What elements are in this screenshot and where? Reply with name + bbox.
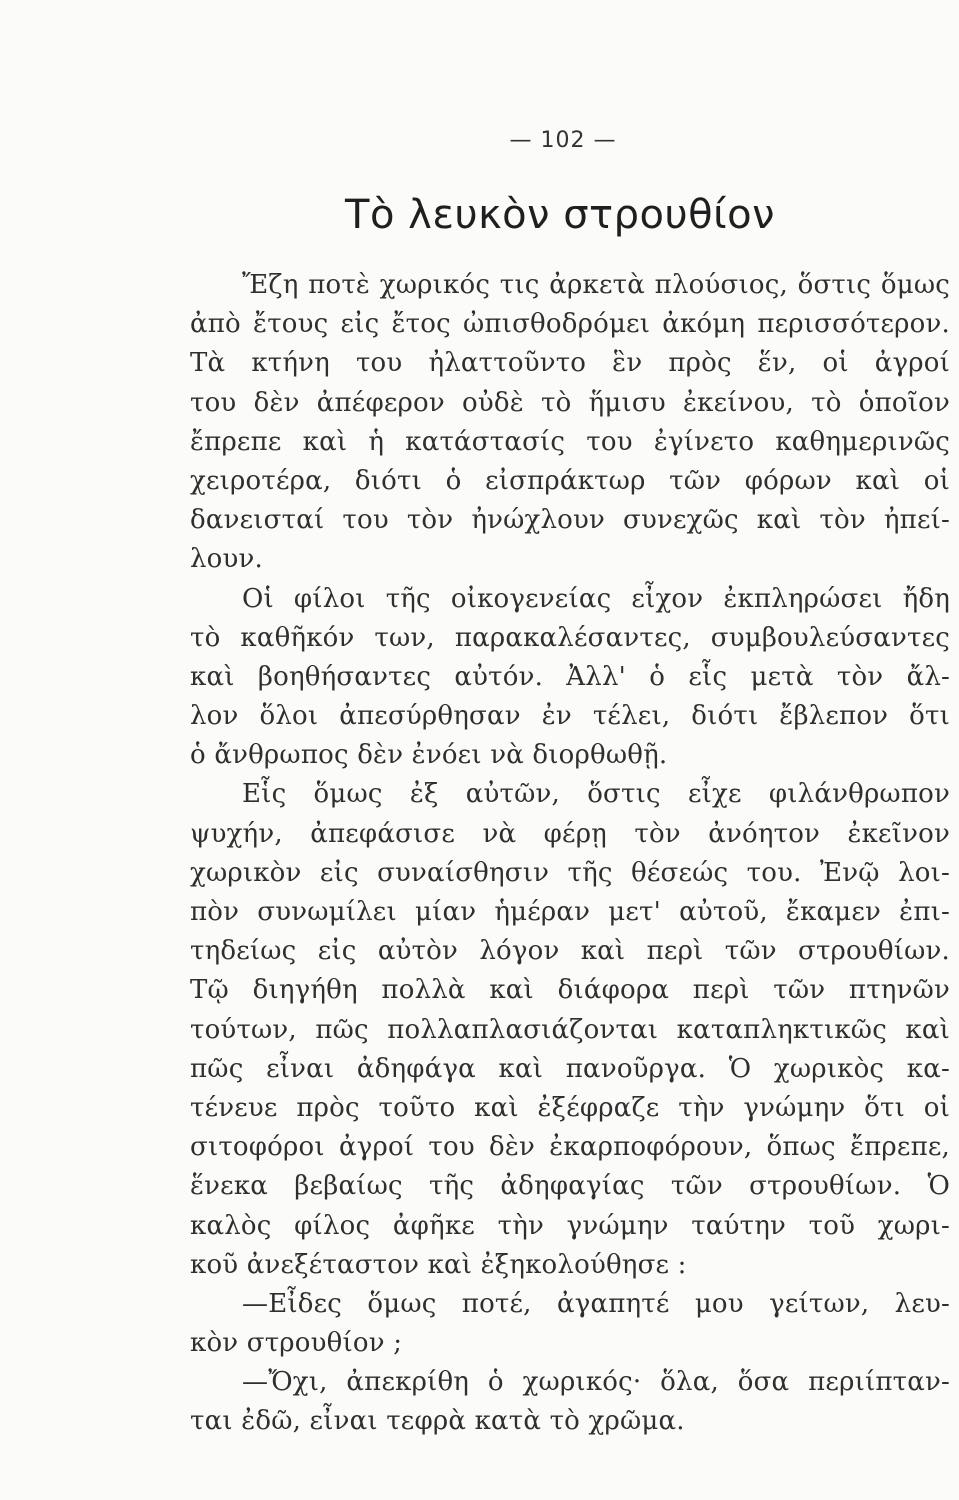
- text-line: κὸν στρουθίον ;: [190, 1328, 403, 1359]
- text-line: καλὸς φίλος ἀφῆκε τὴν γνώμην ταύτην τοῦ χωρι-: [190, 1210, 950, 1241]
- text-line: σιτοφόροι ἀγροί του δὲν ἐκαρποφόρουν, ὅπως ἔπρεπε,: [190, 1132, 950, 1163]
- text-line: ἀπὸ ἔτους εἰς ἔτος ὠπισθοδρόμει ἀκόμη περισσότερον.: [190, 309, 950, 340]
- text-line: ται ἐδῶ, εἶναι τεφρὰ κατὰ τὸ χρῶμα.: [190, 1406, 685, 1437]
- text-line: τὸ καθῆκόν των, παρακαλέσαντες, συμβουλεύσαντες: [190, 622, 950, 653]
- text-line: καὶ βοηθήσαντες αὐτόν. Ἀλλ' ὁ εἷς μετὰ τὸν ἄλ-: [190, 661, 950, 692]
- text-line: —Ὄχι, ἀπεκρίθη ὁ χωρικός· ὅλα, ὅσα περιίπταν-: [242, 1367, 950, 1398]
- text-line: πὸν συνωμίλει μίαν ἡμέραν μετ' αὐτοῦ, ἔκαμεν ἐπι-: [190, 897, 950, 927]
- body-text: [190, 266, 950, 1442]
- text-line: πῶς εἶναι ἀδηφάγα καὶ πανοῦργα. Ὁ χωρικὸς κα-: [190, 1053, 950, 1084]
- text-line: του δὲν ἀπέφερον οὐδὲ τὸ ἥμισυ ἐκείνου, τὸ ὁποῖον: [190, 387, 950, 418]
- text-line: δανεισταί του τὸν ἠνώχλουν συνεχῶς καὶ τὸν ἠπεί-: [190, 505, 950, 536]
- text-line: Οἱ φίλοι τῆς οἰκογενείας εἶχον ἐκπληρώσει ἤδη: [242, 583, 950, 614]
- text-line: Τῷ διηγήθη πολλὰ καὶ διάφορα περὶ τῶν πτηνῶν: [190, 975, 950, 1006]
- text-line: —Εἶδες ὅμως ποτέ, ἀγαπητέ μου γείτων, λευ-: [242, 1288, 950, 1319]
- text-line: ψυχήν, ἀπεφάσισε νὰ φέρῃ τὸν ἀνόητον ἐκεῖνον: [190, 818, 950, 849]
- text-line: τούτων, πῶς πολλαπλασιάζονται καταπληκτικῶς καὶ: [190, 1014, 950, 1045]
- text-line: ὁ ἄνθρωπος δὲν ἐνόει νὰ διορθωθῇ.: [190, 740, 668, 771]
- text-line: λουν.: [190, 544, 264, 575]
- text-line: τηδείως εἰς αὐτὸν λόγον καὶ περὶ τῶν στρουθίων.: [190, 936, 950, 967]
- text-line: λον ὅλοι ἀπεσύρθησαν ἐν τέλει, διότι ἔβλεπον ὅτι: [190, 701, 950, 732]
- text-line: χωρικὸν εἰς συναίσθησιν τῆς θέσεώς του. Ἐνῷ λοι-: [190, 857, 950, 888]
- text-line: ἔπρεπε καὶ ἡ κατάστασίς του ἐγίνετο καθημερινῶς: [190, 426, 950, 457]
- text-line: κοῦ ἀνεξέταστον καὶ ἐξηκολούθησε :: [190, 1249, 687, 1280]
- text-line: Εἷς ὅμως ἐξ αὐτῶν, ὅστις εἶχε φιλάνθρωπον: [242, 779, 950, 810]
- page-number: — 102 —: [509, 128, 617, 153]
- text-line: τένευε πρὸς τοῦτο καὶ ἐξέφραζε τὴν γνώμην ὅτι οἱ: [190, 1092, 950, 1123]
- text-line: ἕνεκα βεβαίως τῆς ἀδηφαγίας τῶν στρουθίων. Ὁ: [190, 1171, 950, 1202]
- text-line: Ἔζη ποτὲ χωρικός τις ἀρκετὰ πλούσιος, ὅστις ὅμως: [242, 270, 950, 300]
- text-line: χειροτέρα, διότι ὁ εἰσπράκτωρ τῶν φόρων καὶ οἱ: [190, 465, 950, 496]
- chapter-title: Τὸ λευκὸν στρουθίον: [345, 192, 775, 238]
- text-line: Τὰ κτήνη του ἠλαττοῦντο ἓν πρὸς ἕν, οἱ ἀγροί: [190, 348, 950, 379]
